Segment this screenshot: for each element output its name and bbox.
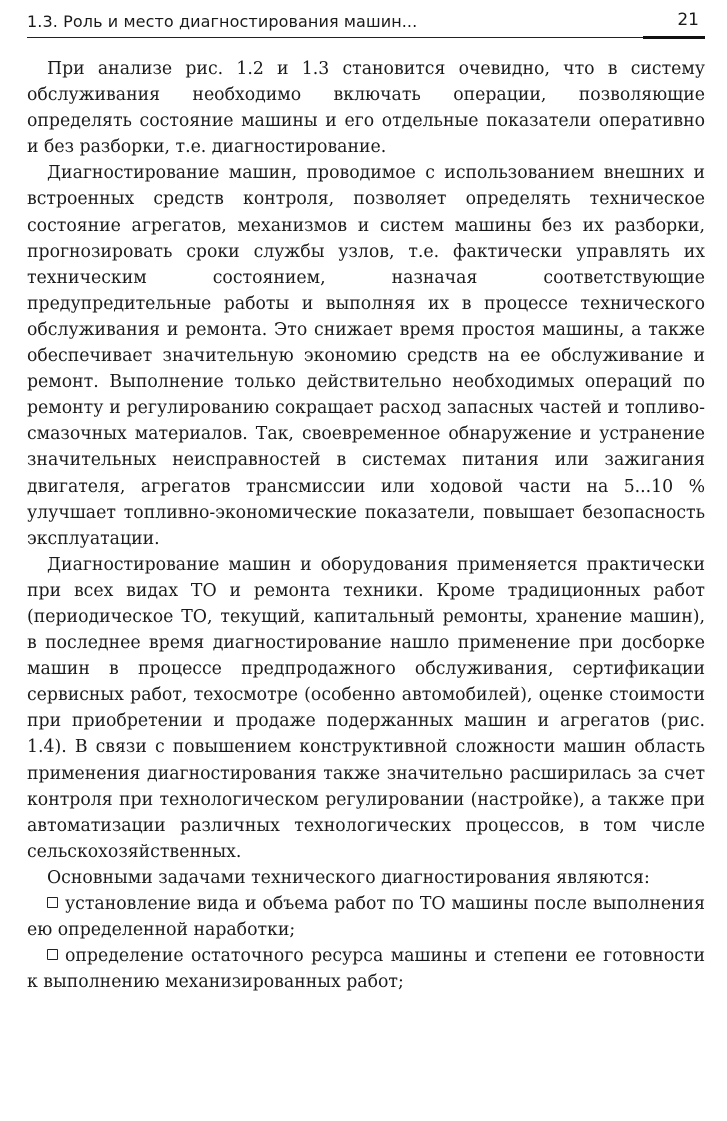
- body-text: [27, 56, 705, 995]
- square-bullet-icon: [47, 949, 58, 960]
- list-item-text: определение остаточного ресурса машины и степени ее готовности к выполнению механизированных работ;: [27, 946, 705, 993]
- square-bullet-icon: [47, 897, 58, 908]
- running-title: 1.3. Роль и место диагностирования машин...: [27, 12, 418, 31]
- list-item: [27, 943, 705, 995]
- list-item: [27, 891, 705, 943]
- running-header: [27, 0, 705, 44]
- paragraph: При анализе рис. 1.2 и 1.3 становится очевидно, что в систему обслуживания необходимо включать операции, позволяющие определять состояние машины и его отдельные показатели оперативно и без разборки, т.е. диагностирование.: [27, 59, 705, 158]
- paragraph: Диагностирование машин, проводимое с использованием внешних и встроенных средств контроля, позволяет определять техническое состояние агрегатов, механизмов и систем машины без их разборки, прогнозировать сроки службы узлов, т.е. фактически управлять их техническим состоянием, назначая соответствующие предупредительные работы и выполняя их в процессе технического обслуживания и ремонта. Это снижает время простоя машины, а также обеспечивает значительную экономию средств на ее обслуживание и ремонт. Выполнение только действительно необходимых операций по ремонту и регулированию сокращает расход запасных частей и топливо-смазочных материалов. Так, своевременное обнаружение и устранение значительных неисправностей в системах питания или зажигания двигателя, агрегатов трансмиссии или ходовой части на 5...10 % улучшает топливно-экономические показатели, повышает безопасность эксплуатации.: [27, 163, 705, 549]
- header-rule-accent: [643, 36, 705, 39]
- paragraph: Диагностирование машин и оборудования применяется практически при всех видах ТО и ремонта техники. Кроме традиционных работ (периодическое ТО, текущий, капитальный ремонты, хранение машин), в последнее время диагностирование нашло применение при досборке машин в процессе предпродажного обслуживания, сертификации сервисных работ, техосмотре (особенно автомобилей), оценке стоимости при приобретении и продаже подержанных машин и агрегатов (рис. 1.4). В связи с повышением конструктивной сложности машин область применения диагностирования также значительно расширилась за счет контроля при технологическом регулировании (настройке), а также при автоматизации различных технологических процессов, в том числе сельскохозяйственных.: [27, 554, 705, 862]
- header-rule: [27, 37, 705, 38]
- list-item-text: установление вида и объема работ по ТО машины после выполнения ею определенной наработки;: [27, 894, 705, 941]
- paragraph: Основными задачами технического диагностирования являются:: [47, 867, 650, 888]
- page-number: 21: [677, 10, 699, 30]
